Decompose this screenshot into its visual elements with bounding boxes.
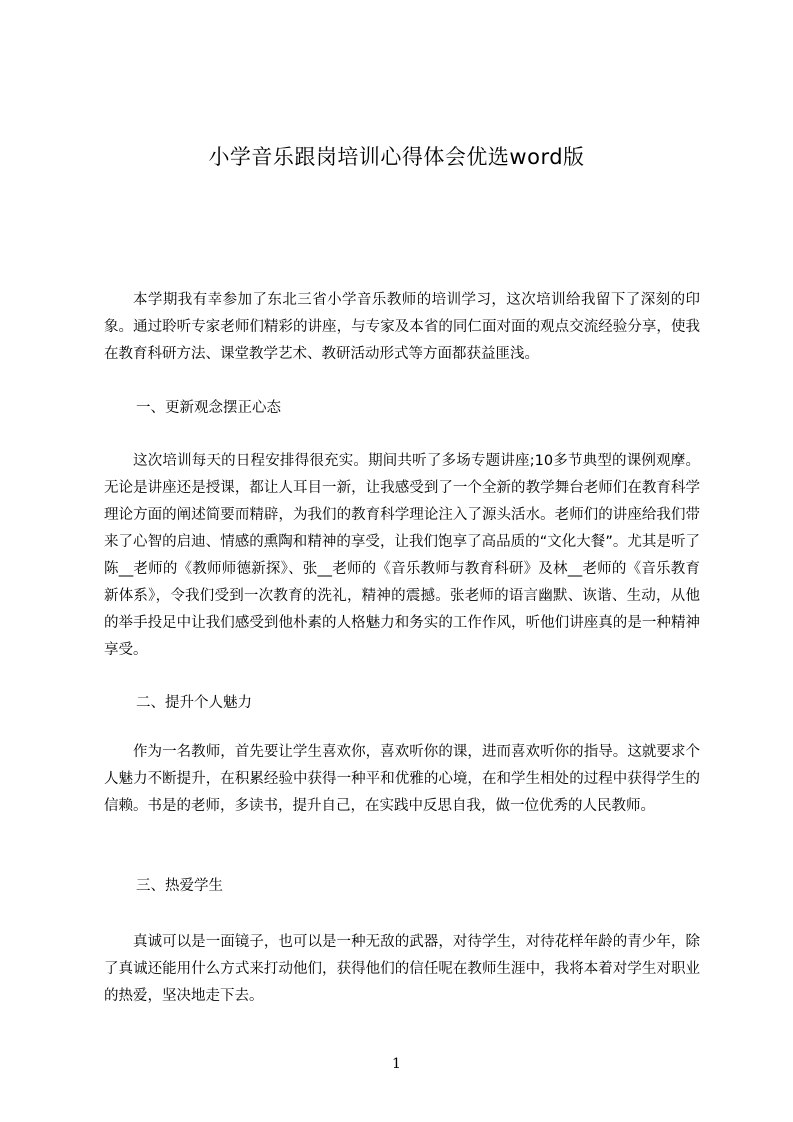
- intro-paragraph: 本学期我有幸参加了东北三省小学音乐教师的培训学习，这次培训给我留下了深刻的印象。通过聆听专家老师们精彩的讲座，与专家及本省的同仁面对面的观点交流经验分享，使我在教育科研方法、课堂教学艺术、教研活动形式等方面都获益匪浅。: [104, 292, 700, 362]
- document-title: 小学音乐跟岗培训心得体会优选word版: [208, 145, 585, 169]
- section-heading-1: 一、更新观念摆正心态: [136, 400, 281, 416]
- section-body-3: 真诚可以是一面镜子，也可以是一种无敌的武器，对待学生，对待花样年龄的青少年，除了真诚还能用什么方式来打动他们，获得他们的信任呢在教师生涯中，我将本着对学生对职业的热爱，坚决地走下去。: [104, 934, 700, 1004]
- section-body-1: 这次培训每天的日程安排得很充实。期间共听了多场专题讲座;10多节典型的课例观摩。无论是讲座还是授课，都让人耳目一新，让我感受到了一个全新的教学舞台老师们在教育科学理论方面的阐述简要而精辟，为我们的教育科学理论注入了源头活水。老师们的讲座给我们带来了心智的启迪、情感的熏陶和精神的享受，让我们饱享了高品质的“文化大餐”。尤其是听了陈__老师的《教师师德新探》、张__老师的《音乐教师与教育科研》及林__老师的《音乐教育新体系》，令我们受到一次教育的洗礼，精神的震撼。张老师的语言幽默、诙谐、生动，从他的举手投足中让我们感受到他朴素的人格魅力和务实的工作作风，听他们讲座真的是一种精神享受。: [104, 453, 700, 658]
- section-body-2: 作为一名教师，首先要让学生喜欢你，喜欢听你的课，进而喜欢听你的指导。这就要求个人魅力不断提升，在积累经验中获得一种平和优雅的心境，在和学生相处的过程中获得学生的信赖。书是的老师，多读书，提升自己，在实践中反思自我，做一位优秀的人民教师。: [104, 744, 700, 814]
- section-heading-3: 三、热爱学生: [136, 878, 223, 894]
- section-heading-2: 二、提升个人魅力: [136, 695, 252, 711]
- page-number: 1: [392, 1056, 401, 1072]
